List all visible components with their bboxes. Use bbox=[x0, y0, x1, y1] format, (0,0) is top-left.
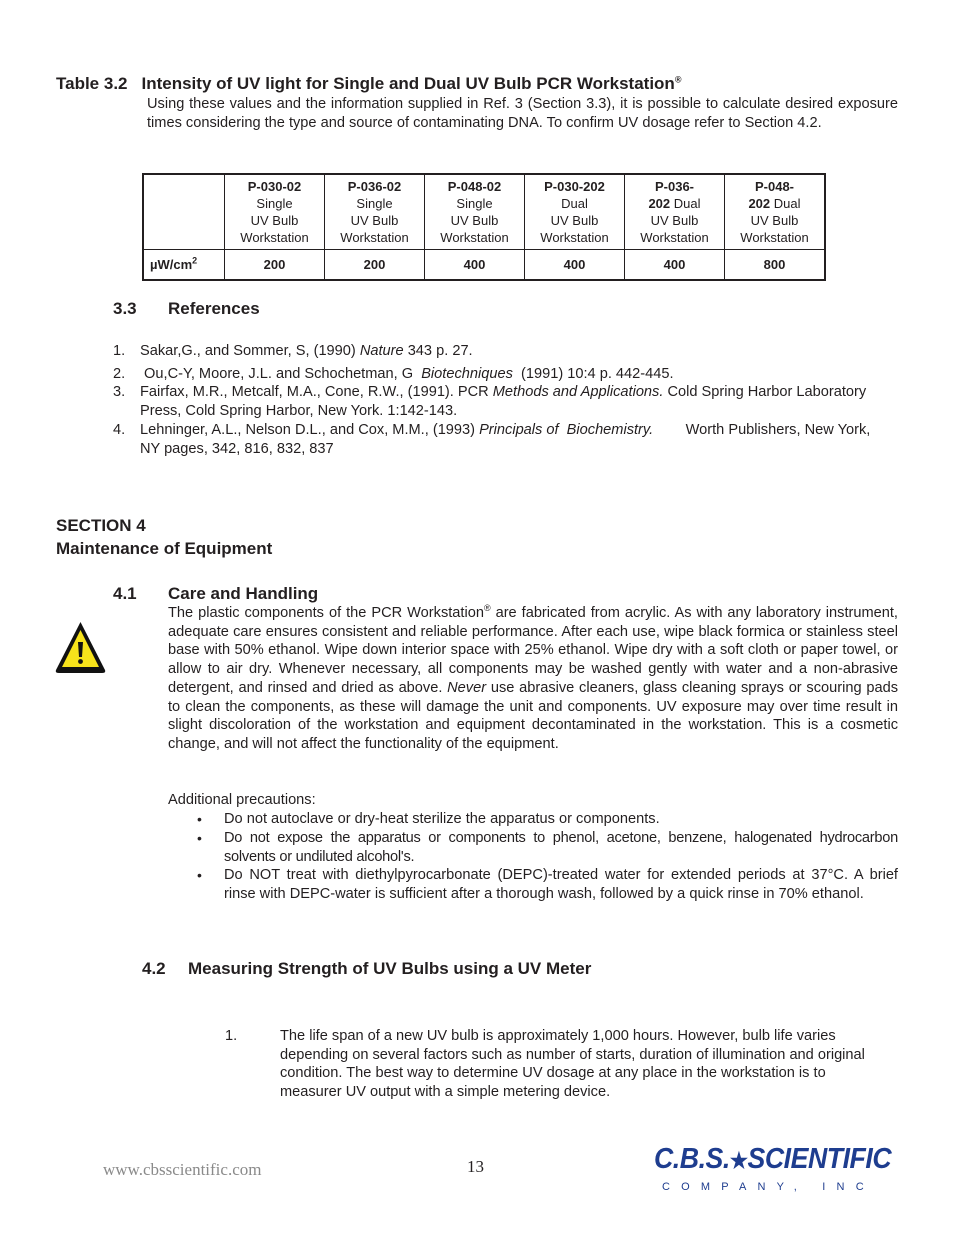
table-header-cell: P-036-02 Single UV Bulb Workstation bbox=[325, 174, 425, 250]
reference-item: 1. Sakar,G., and Sommer, S, (1990) Nature 343 p. 27. bbox=[113, 343, 473, 359]
care-paragraph: The plastic components of the PCR Workstation® are fabricated from acrylic. As with any laboratory instrument, adequate care ensures consistent and reliable performance. After each use, wipe black formica or stainless steel base with 50% ethanol. Wipe down interior space with 25% ethanol. Wipe dry with a soft cloth or paper towel, or allow to air dry. Whenever necessary, all components may be washed gently with water and a non-abrasive detergent, and rinsed and dried as above. Never use abrasive cleaners, glass cleaning sprays or scouring pads to clean the components, as these will damage the unit and components. UV exposure may over time result in slight discoloration of the workstation and equipment decontaminated in the workstation. This is a cosmetic change, and will not affect the functionality of the equipment. bbox=[168, 603, 898, 752]
table-header-cell: P-048- 202 Dual UV Bulb Workstation bbox=[725, 174, 826, 250]
warning-icon bbox=[54, 620, 107, 675]
measure-heading: Measuring Strength of UV Bulbs using a UV Meter bbox=[188, 959, 592, 978]
measure-item-text: The life span of a new UV bulb is approximately 1,000 hours. However, bulb life varies depending on several factors such as number of starts, duration of illumination and original condition. The best way to determine UV dosage at any place in the workstation is to measurer UV output with a simple metering device. bbox=[280, 1028, 865, 1101]
value-cell: 400 bbox=[625, 250, 725, 281]
unit-cell: $\mu W/cm^2$ bbox=[143, 250, 225, 281]
registered-mark: ® bbox=[674, 74, 682, 85]
table-header-row bbox=[143, 174, 825, 250]
table-title-text: Intensity of UV light for Single and Dual UV Bulb PCR Workstation bbox=[141, 74, 675, 93]
table-header-cell: P-036- 202 Dual UV Bulb Workstation bbox=[625, 174, 725, 250]
reference-item: 4. Lehninger, A.L., Nelson D.L., and Cox, M.M., (1993) Principals of Biochemistry. Worth Publishers, New York, NY pages, 342, 816, 832, 837 bbox=[113, 422, 875, 457]
table-header-cell: P-048-02 Single UV Bulb Workstation bbox=[425, 174, 525, 250]
value-cell: 200 bbox=[325, 250, 425, 281]
references-heading-number: 3.3 bbox=[113, 299, 137, 318]
table-intro: Using these values and the information supplied in Ref. 3 (Section 3.3), it is possible to calculate desired exposure times considering the type and source of contaminating DNA. To confirm UV dosage refer to Section 4.2. bbox=[147, 96, 898, 131]
company-logo: C.B.S.★SCIENTIFIC bbox=[654, 1143, 892, 1175]
precaution-bullet: • Do NOT treat with diethylpyrocarbonate (DEPC)-treated water for extended periods at 37°C. A brief rinse with DEPC-water is sufficient after a thorough wash, followed by a quick rinse in 70% ethanol. bbox=[197, 867, 898, 902]
care-heading-number: 4.1 bbox=[113, 584, 137, 603]
section-subtitle: Maintenance of Equipment bbox=[56, 539, 273, 558]
value-cell: 400 bbox=[425, 250, 525, 281]
precaution-bullet: • Do not expose the apparatus or components to phenol, acetone, benzene, halogenated hydrocarbon solvents or undiluted alcohol's. bbox=[197, 830, 898, 865]
precautions-label: Additional precautions: bbox=[168, 792, 316, 808]
company-logo-subtitle: COMPANY, INC bbox=[662, 1181, 875, 1193]
star-icon: ★ bbox=[729, 1148, 748, 1173]
section-title: SECTION 4 bbox=[56, 516, 146, 535]
table-title bbox=[56, 74, 681, 94]
value-cell: 800 bbox=[725, 250, 826, 281]
table-header-cell: P-030-02 Single UV Bulb Workstation bbox=[225, 174, 325, 250]
reference-item: 2. Ou,C-Y, Moore, J.L. and Schochetman, G Biotechniques (1991) 10:4 p. 442-445. bbox=[113, 366, 674, 382]
uv-intensity-table bbox=[142, 173, 826, 281]
footer-url: www.cbsscientific.com bbox=[103, 1160, 262, 1179]
measure-heading-number: 4.2 bbox=[142, 959, 166, 978]
care-heading: Care and Handling bbox=[168, 584, 319, 603]
reference-item: 3. Fairfax, M.R., Metcalf, M.A., Cone, R.W., (1991). PCR Methods and Applications. Cold Spring Harbor Laboratory Press, Cold Spring Harbor, New York. 1:142-143. bbox=[113, 384, 867, 419]
value-cell: 400 bbox=[525, 250, 625, 281]
precaution-bullet: • Do not autoclave or dry-heat sterilize the apparatus or components. bbox=[197, 811, 660, 827]
table-header-cell: P-030-202 Dual UV Bulb Workstation bbox=[525, 174, 625, 250]
page-number: 13 bbox=[467, 1157, 484, 1176]
table-value-row bbox=[143, 250, 825, 281]
references-heading: References bbox=[168, 299, 260, 318]
measure-item-number: 1. bbox=[225, 1028, 238, 1044]
value-cell: 200 bbox=[225, 250, 325, 281]
table-corner-cell bbox=[143, 174, 225, 250]
table-label: Table 3.2 bbox=[56, 74, 128, 93]
